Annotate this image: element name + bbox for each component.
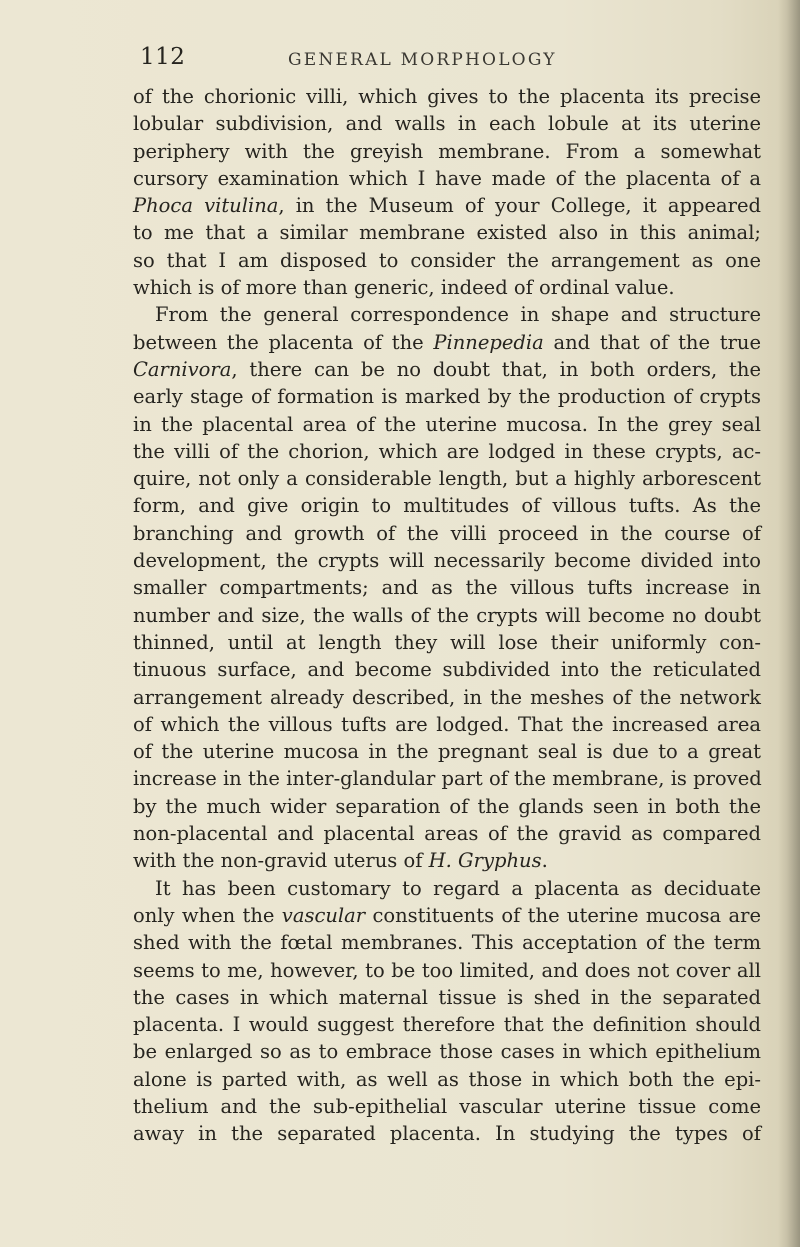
text-line	[133, 465, 761, 492]
text-line	[133, 138, 761, 165]
text-line	[133, 83, 761, 110]
text-line	[133, 110, 761, 137]
text-line	[133, 1120, 761, 1147]
italic-term: vascular	[281, 903, 366, 927]
text-segment: quire, not only a considerable length, but a highly arborescent	[133, 467, 761, 491]
text-segment: increase in the inter-glandular part of the membrane, is proved	[133, 767, 762, 791]
text-line	[133, 411, 761, 438]
text-segment: away in the separated placenta. In studying the types of	[133, 1122, 761, 1146]
text-segment: It has been customary to regard a placenta as deciduate	[155, 876, 761, 900]
text-line	[133, 329, 761, 356]
text-segment: be enlarged so as to embrace those cases in which epithelium	[133, 1040, 761, 1064]
text-line	[133, 274, 761, 301]
text-line	[133, 1066, 761, 1093]
text-line	[133, 738, 761, 765]
text-line	[133, 902, 761, 929]
text-segment: tinuous surface, and become subdivided into the reticulated	[133, 658, 761, 682]
text-line	[133, 1038, 761, 1065]
text-line	[133, 1011, 761, 1038]
text-segment: between the placenta of the	[133, 330, 434, 354]
italic-term: Phoca vitulina	[133, 194, 279, 218]
text-segment: thinned, until at length they will lose their uniformly con-	[133, 630, 761, 654]
text-segment: periphery with the greyish membrane. From a somewhat	[133, 139, 761, 163]
text-segment: , in the Museum of your College, it appeared	[278, 194, 761, 218]
text-line	[133, 711, 761, 738]
text-segment: alone is parted with, as well as those in which both the epi-	[133, 1067, 761, 1091]
text-segment: branching and growth of the villi proceed in the course of	[133, 521, 761, 545]
text-segment: From the general correspondence in shape and structure	[155, 303, 761, 327]
text-segment: only when the	[133, 903, 282, 927]
text-segment: cursory examination which I have made of the placenta of a	[133, 166, 761, 190]
text-segment: form, and give origin to multitudes of villous tufts. As the	[133, 494, 761, 518]
text-line	[133, 875, 761, 902]
text-segment: placenta. I would suggest therefore that the definition should	[133, 1013, 761, 1037]
text-line	[133, 820, 761, 847]
page-edge-shadow	[778, 0, 800, 1247]
text-line	[133, 492, 761, 519]
text-segment: shed with the fœtal membranes. This acceptation of the term	[133, 931, 761, 955]
text-line	[133, 356, 761, 383]
text-line	[133, 847, 761, 874]
text-line	[133, 765, 761, 792]
page-number: 112	[140, 44, 186, 70]
running-title: GENERAL MORPHOLOGY	[288, 50, 557, 70]
text-segment: of the chorionic villi, which gives to the placenta its precise	[133, 85, 761, 108]
text-segment: the cases in which maternal tissue is shed in the separated	[133, 985, 761, 1009]
text-line	[133, 574, 761, 601]
text-segment: which is of more than generic, indeed of ordinal value.	[133, 276, 675, 300]
text-line	[133, 957, 761, 984]
text-segment: thelium and the sub-epithelial vascular uterine tissue come	[133, 1094, 761, 1118]
text-line	[133, 383, 761, 410]
text-segment: non-placental and placental areas of the gravid as compared	[133, 822, 761, 846]
text-line	[133, 438, 761, 465]
text-segment: .	[541, 849, 548, 873]
text-segment: with the non-gravid uterus of	[133, 849, 429, 873]
text-line	[133, 1093, 761, 1120]
text-segment: to me that a similar membrane existed also in this animal;	[133, 221, 761, 245]
text-line	[133, 219, 761, 246]
text-line	[133, 520, 761, 547]
text-segment: seems to me, however, to be too limited, and does not cover all	[133, 958, 761, 982]
text-segment: lobular subdivision, and walls in each lobule at its uterine	[133, 112, 761, 136]
text-segment: development, the crypts will necessarily become divided into	[133, 549, 761, 573]
text-line	[133, 793, 761, 820]
text-line	[133, 247, 761, 274]
italic-term: H. Gryphus	[428, 849, 542, 873]
text-segment: of the uterine mucosa in the pregnant seal is due to a great	[133, 740, 761, 764]
text-line	[133, 547, 761, 574]
text-segment: arrangement already described, in the meshes of the network	[133, 685, 761, 709]
text-segment: so that I am disposed to consider the arrangement as one	[133, 248, 761, 272]
text-segment: early stage of formation is marked by the production of crypts	[133, 385, 761, 409]
text-line	[133, 984, 761, 1011]
text-line	[133, 165, 761, 192]
text-line	[133, 629, 761, 656]
text-segment: and that of the true	[543, 330, 761, 354]
text-segment: in the placental area of the uterine mucosa. In the grey seal	[133, 412, 761, 436]
text-line	[133, 192, 761, 219]
text-line	[133, 656, 761, 683]
text-segment: of which the villous tufts are lodged. That the increased area	[133, 712, 761, 736]
italic-term: Pinnepedia	[433, 330, 544, 354]
text-segment: by the much wider separation of the glands seen in both the	[133, 794, 761, 818]
text-segment: constituents of the uterine mucosa are	[365, 903, 761, 927]
text-segment: , there can be no doubt that, in both orders, the	[231, 357, 761, 381]
text-segment: the villi of the chorion, which are lodged in these crypts, ac-	[133, 439, 761, 463]
text-line	[133, 684, 761, 711]
text-segment: number and size, the walls of the crypts will become no doubt	[133, 603, 761, 627]
text-line	[133, 602, 761, 629]
text-line	[133, 929, 761, 956]
text-line	[133, 301, 761, 328]
body-text	[133, 83, 761, 1148]
italic-term: Carnivora	[133, 357, 232, 381]
text-segment: smaller compartments; and as the villous tufts increase in	[133, 576, 761, 600]
